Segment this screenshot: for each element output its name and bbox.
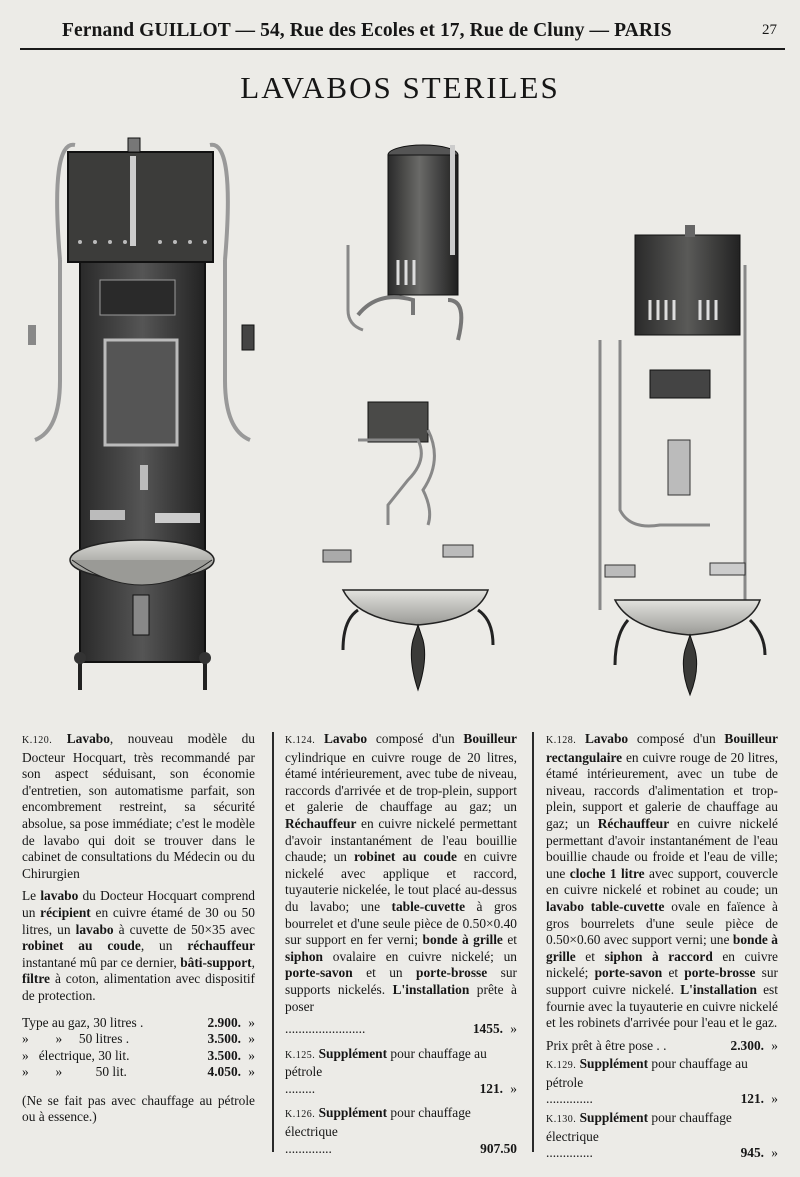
k130-supplement	[546, 1110, 778, 1162]
price-label: » » 50 lit.	[22, 1064, 127, 1080]
supplement-label: Supplément	[318, 1105, 388, 1121]
k128-t5: en cuivre nickelé permettant d'avoir instantanément de l'eau bouillie chaude ou froide et l'eau de ville; une	[546, 815, 778, 881]
k120-c2: lavabo	[40, 888, 79, 904]
price-quote: »	[510, 1021, 517, 1037]
price-value: 2.900.	[207, 1014, 241, 1030]
k120-c14: filtre	[22, 971, 51, 987]
k124-t1: composé d'un	[367, 731, 464, 746]
k128-t10: bonde à grille	[546, 932, 778, 964]
price-value: 4.050.	[207, 1064, 241, 1080]
column-k124	[285, 731, 517, 1157]
column-divider-1	[272, 732, 274, 1152]
price-row	[22, 1048, 255, 1065]
k124-t4: Réchauffeur	[285, 815, 357, 831]
column-divider-2	[532, 732, 534, 1152]
price-row	[22, 1031, 255, 1048]
k130-price: 945.	[740, 1145, 764, 1161]
lavabo-k120-illustration	[20, 130, 265, 705]
k120-c5: en cuivre étamé de 30 ou 50 litres, un	[22, 904, 255, 937]
lavabo-k128-illustration	[590, 225, 770, 700]
k128-price-label: Prix prêt à être pose . .	[546, 1037, 667, 1053]
price-value: 3.500.	[207, 1031, 241, 1047]
k120-c1: Le	[22, 888, 41, 904]
price-quote: »	[771, 1037, 778, 1053]
page-title: LAVABOS STERILES	[240, 70, 560, 105]
k124-name: Lavabo	[323, 731, 368, 746]
price-quote: »	[248, 1064, 255, 1080]
price-quote: »	[771, 1145, 778, 1161]
k126-supplement	[285, 1105, 517, 1157]
supplement-text: pour chauffage au pétrole	[285, 1045, 487, 1080]
k120-c10: réchauffeur	[187, 938, 256, 954]
k124-t5: en cuivre nickelé permettant d'avoir instantanément de l'eau bouillie chaude; un	[285, 815, 517, 865]
price-quote: »	[248, 1014, 255, 1030]
price-dots: ..............	[546, 1091, 593, 1107]
k124-t15: et un	[352, 965, 417, 981]
k124-t2: Bouilleur	[463, 731, 517, 746]
k129-price-row	[546, 1091, 778, 1108]
k130-price-row	[546, 1145, 778, 1162]
price-value: 3.500.	[207, 1047, 241, 1063]
k128-ref: K.128.	[546, 735, 577, 746]
supplement-text: pour chauffage électrique	[546, 1110, 732, 1144]
supplement-label: Supplément	[579, 1056, 649, 1072]
k124-t8: table-cuvette	[391, 898, 466, 914]
k124-description	[285, 731, 517, 1015]
k128-t19: est fournie avec la tuyauterie en cuivre nickelé et les robinets d'arrivée pour l'eau et le gaz.	[546, 981, 778, 1031]
price-quote: »	[248, 1047, 255, 1063]
k124-price-row	[285, 1021, 517, 1038]
price-dots: .........	[285, 1080, 316, 1096]
k124-t6: robinet au coude	[353, 849, 457, 865]
k120-c4: récipient	[40, 904, 91, 920]
k120-c11: instantané mû par ce dernier,	[22, 954, 181, 970]
k128-t4: Réchauffeur	[597, 815, 670, 831]
supplement-label: Supplément	[579, 1110, 649, 1126]
k128-t6: cloche 1 litre	[569, 865, 645, 881]
price-dots: ..............	[546, 1145, 593, 1161]
k128-t18: L'installation	[680, 981, 757, 997]
k120-c3: du Docteur Hocquart comprend un	[22, 888, 255, 920]
supplement-label: Supplément	[318, 1045, 388, 1061]
k124-ref: K.124.	[285, 735, 316, 746]
k128-t2: Bouilleur rectangulaire	[546, 731, 778, 765]
k128-t13: en cuivre nickelé;	[546, 948, 778, 981]
k128-t3: en cuivre rouge de 20 litres, étamé intérieurement, avec un tube de niveau, raccords d'alimentation et trop-plein, support et galerie de chauffage au gaz; un	[546, 749, 778, 831]
k120-c8: robinet au coude	[22, 938, 141, 954]
k120-c7: à cuvette de 50×35 avec	[113, 921, 255, 937]
k120-note: (Ne se fait pas avec chauffage au pétrole ou à essence.)	[22, 1092, 255, 1125]
k126-ref: K.126.	[285, 1109, 316, 1121]
k120-price-list	[22, 1015, 255, 1081]
k124-t17: sur supports nickelés.	[285, 965, 517, 997]
price-quote: »	[248, 1031, 255, 1047]
k124-t3: cylindrique en cuivre rouge de 20 litres, étamé intérieurement, avec tube de niveau, raccords d'arrivée et de trop-plein, support et galerie de chauffage au gaz; un	[285, 749, 517, 815]
k128-t15: et	[662, 965, 685, 981]
supplement-text: pour chauffage électrique	[285, 1105, 471, 1140]
k124-price: 1455.	[472, 1021, 503, 1037]
k124-t16: porte-brosse	[416, 965, 488, 981]
k128-t8: lavabo table-cuvette	[546, 898, 665, 914]
k125-supplement	[285, 1046, 517, 1098]
k128-t1: composé d'un	[628, 731, 725, 746]
k120-c12: bâti-support	[180, 954, 252, 970]
price-label: » électrique, 30 lit.	[22, 1047, 130, 1063]
k120-c6: lavabo	[75, 921, 114, 937]
k124-t19: prête à poser	[285, 981, 517, 1014]
k125-price: 121.	[479, 1080, 503, 1096]
k120-composition	[22, 888, 255, 1004]
price-row	[22, 1015, 255, 1032]
k128-description	[546, 731, 778, 1032]
k120-c9: , un	[140, 938, 188, 954]
k124-t13: ovalaire en cuivre nickelé; un	[322, 948, 517, 964]
k129-ref: K.129.	[546, 1060, 577, 1072]
supplement-text: pour chauffage au pétrole	[546, 1056, 748, 1090]
k129-price: 121.	[740, 1091, 764, 1107]
k128-t12: siphon à raccord	[604, 948, 713, 964]
k124-t18: L'installation	[392, 981, 470, 997]
k128-price: 2.300.	[730, 1037, 764, 1053]
k120-text: , nouveau modèle du Docteur Hocquart, très recommandé par son aspect séduisant, son économie d'entretien, son automatisme parfait, son encombrement restreint, sa sécurité absolue, sa pose immédiate; c'est le modèle de lavabo qui doit se trouver dans le cabinet de consultations du Médecin ou du Chirurgien	[22, 731, 255, 881]
column-k128	[546, 731, 778, 1162]
k128-t9: ovale en faïence à gros bourrelets d'une seule pièce de 0.50×0.60 avec support verni; une	[546, 898, 778, 948]
k128-t11: et	[575, 948, 605, 964]
header-title: Fernand GUILLOT — 54, Rue des Ecoles et 17, Rue de Cluny — PARIS	[62, 20, 672, 41]
k125-price-row	[285, 1081, 517, 1098]
price-label: » » 50 litres .	[22, 1031, 130, 1047]
price-row	[22, 1064, 255, 1081]
price-dots: ..............	[285, 1140, 332, 1156]
k124-t12: siphon	[285, 948, 323, 964]
k128-t17: sur support cuivre nickelé.	[546, 965, 778, 997]
k128-t14: porte-savon	[594, 965, 663, 981]
price-label: Type au gaz, 30 litres .	[22, 1014, 144, 1030]
k124-t14: porte-savon	[285, 965, 353, 981]
k124-t10: bonde à grille	[422, 932, 503, 948]
k129-supplement	[546, 1056, 778, 1108]
k120-c13: ,	[251, 954, 255, 970]
k128-t16: porte-brosse	[684, 965, 756, 981]
k126-price-row	[285, 1141, 517, 1158]
k124-t7: en cuivre nickelé avec applique et raccord, tuyauterie nickelée, le tout placé au-dessus du lavabo; une	[285, 849, 517, 914]
price-quote: »	[771, 1091, 778, 1107]
k120-description	[22, 731, 255, 882]
page-number: 27	[762, 22, 777, 38]
price-dots: ........................	[285, 1021, 366, 1037]
k120-ref: K.120.	[22, 735, 53, 746]
k130-ref: K.130.	[546, 1114, 577, 1126]
k124-t11: et	[502, 932, 517, 948]
k120-name: Lavabo	[66, 731, 110, 746]
k128-name: Lavabo	[584, 731, 629, 746]
k128-price-row	[546, 1038, 778, 1055]
lavabo-k124-illustration	[318, 140, 498, 700]
k125-ref: K.125.	[285, 1049, 316, 1061]
k124-t9: à gros bourrelet et d'une seule pièce de 0.50×0.40 sur support en fer verni;	[285, 898, 518, 948]
k126-price: 907.50	[480, 1140, 517, 1156]
price-quote: »	[510, 1080, 517, 1096]
k120-c15: à coton, alimentation avec dispositif de protection.	[22, 971, 255, 1003]
k128-t7: avec support, couvercle en cuivre nickelé et robinet au coude; un	[546, 865, 778, 898]
column-k120	[22, 731, 255, 1132]
page-header	[20, 18, 785, 50]
